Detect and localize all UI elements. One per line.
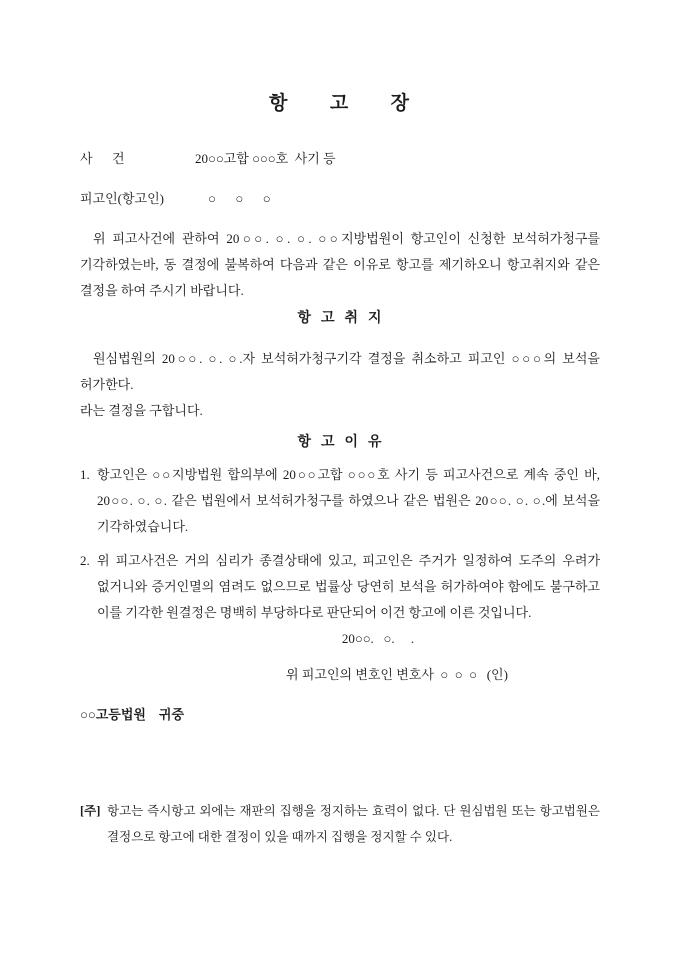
date-line: 20○○. ○. . (341, 631, 415, 646)
reason-item-2 (80, 548, 600, 626)
appeal-purpose-heading: 항 고 취 지 (297, 311, 383, 326)
appeal-purpose-closing: 라는 결정을 구합니다. (80, 403, 203, 418)
defendant-label: 피고인(항고인) (80, 191, 165, 206)
reason-1-text: 항고인은 ○○지방법원 합의부에 20○○고합 ○○○호 사기 등 피고사건으로 계속 중인 바, 20○○. ○. ○. 같은 법원에서 보석허가청구를 하였으나 같은 법원은 20○○. ○. ○.에 보석을 기각하였습니다. (97, 467, 600, 534)
appeal-reasons-heading: 항 고 이 유 (297, 435, 383, 450)
defendant-row (80, 186, 600, 212)
document-title: 항 고 장 (268, 93, 412, 114)
court-recipient-line: ○○고등법원 귀중 (80, 707, 185, 722)
defendant-value: ○ ○ ○ (208, 191, 271, 206)
footnote-marker: [주] (80, 804, 101, 818)
case-value: 20○○고합 ○○○호 사기 등 (195, 151, 336, 166)
footnote-text: 항고는 즉시항고 외에는 재판의 집행을 정지하는 효력이 없다. 단 원심법원 또는 항고법원은 결정으로 항고에 대한 결정이 있을 때까지 집행을 정지할 수 있다. (107, 804, 600, 844)
reason-item-1 (80, 462, 600, 540)
reason-2-number: 2. (80, 553, 90, 568)
reason-2-text: 위 피고사건은 거의 심리가 종결상태에 있고, 피고인은 주거가 일정하여 도주의 우려가 없거니와 증거인멸의 염려도 없으므로 법률상 당연히 보석을 허가하여야 함에도 불구하고 이를 기각한 원결정은 명백히 부당하다로 판단되어 이건 항고에 이른 것입니다. (97, 553, 600, 620)
intro-paragraph: 위 피고사건에 관하여 20○○. ○. ○. ○○지방법원이 항고인이 신청한 보석허가청구를 기각하였는바, 동 결정에 불복하여 다음과 같은 이유로 항고를 제기하오니 항고취지와 같은 결정을 하여 주시기 바랍니다. (80, 231, 600, 298)
appeal-purpose-body: 원심법원의 20○○. ○. ○.자 보석허가청구기각 결정을 취소하고 피고인 ○○○의 보석을 허가한다. (80, 351, 600, 392)
signature-line: 위 피고인의 변호인 변호사 ○ ○ ○ (인) (286, 667, 508, 682)
footnote (80, 798, 600, 850)
reason-1-number: 1. (80, 467, 90, 482)
case-row (80, 146, 600, 172)
case-label: 사 건 (80, 151, 125, 166)
